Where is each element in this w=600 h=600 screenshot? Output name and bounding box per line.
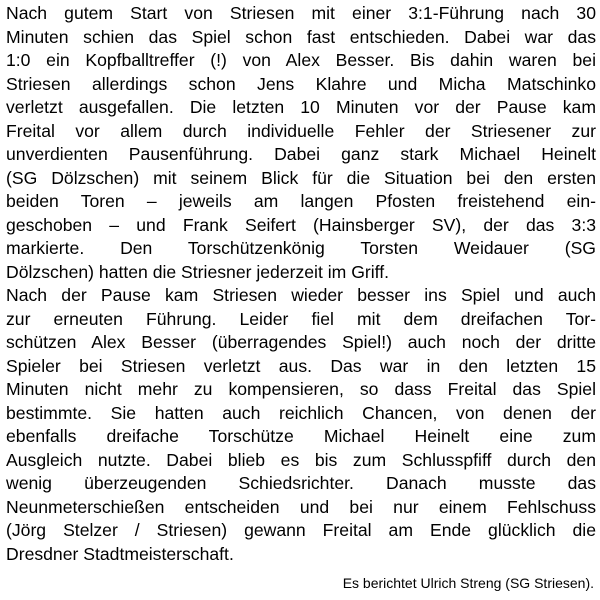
text-line: Neunmeterschießen entscheiden und bei nur einem Fehlschuss [6,496,596,517]
text-line: zur erneuten Führung. Leider fiel mit dem dreifachen Tor- [6,308,596,329]
text-line: Striesen allerdings schon Jens Klahre und Micha Matschinko [6,73,596,94]
text-line: verletzt ausgefallen. Die letzten 10 Minuten vor der Pause kam [6,97,596,117]
text-line: Ausgleich nutzte. Dabei blieb es bis zum Schlusspfiff durch den [6,449,596,470]
text-line: Nach gutem Start von Striesen mit einer 3:1-Führung nach 30 [6,3,596,23]
text-line: Nach der Pause kam Striesen wieder besser ins Spiel und auch [6,285,596,305]
article-byline: Es berichtet Ulrich Streng (SG Striesen). [342,575,594,591]
text-line: wenig überzeugenden Schiedsrichter. Danach musste das [6,473,596,493]
text-line: Minuten nicht mehr zu kompensieren, so dass Freital das Spiel [6,379,596,399]
text-line: Freital vor allem durch individuelle Fehler der Striesener zur [6,120,596,141]
text-line: schützen Alex Besser (überragendes Spiel!) auch noch der dritte [6,332,596,352]
text-line: beiden Toren – jeweils am langen Pfosten freistehend ein- [6,191,596,211]
text-line: Dresdner Stadtmeisterschaft. [6,543,234,564]
text-line: unverdienten Pausenführung. Dabei ganz stark Michael Heinelt [6,144,596,164]
article-paragraph-1 [6,2,596,284]
text-line: ebenfalls dreifache Torschütze Michael Heinelt eine zum [6,426,596,446]
text-line: 1:0 ein Kopfballtreffer (!) von Alex Besser. Bis dahin waren bei [6,50,596,70]
text-line: Dölzschen) hatten die Striesner jederzeit im Griff. [6,261,389,282]
text-line: Spieler bei Striesen verletzt aus. Das war in den letzten 15 [6,355,596,376]
text-line: bestimmte. Sie hatten auch reichlich Chancen, von denen der [6,402,596,423]
text-line: (Jörg Stelzer / Striesen) gewann Freital am Ende glücklich die [6,520,596,540]
article-body [6,2,596,566]
text-line: (SG Dölzschen) mit seinem Blick für die Situation bei den ersten [6,167,596,188]
text-line: geschoben – und Frank Seifert (Hainsberger SV), der das 3:3 [6,214,596,235]
text-line: Minuten schien das Spiel schon fast entschieden. Dabei war das [6,26,596,47]
text-line: markierte. Den Torschützenkönig Torsten Weidauer (SG [6,238,596,258]
article-paragraph-2 [6,284,596,566]
